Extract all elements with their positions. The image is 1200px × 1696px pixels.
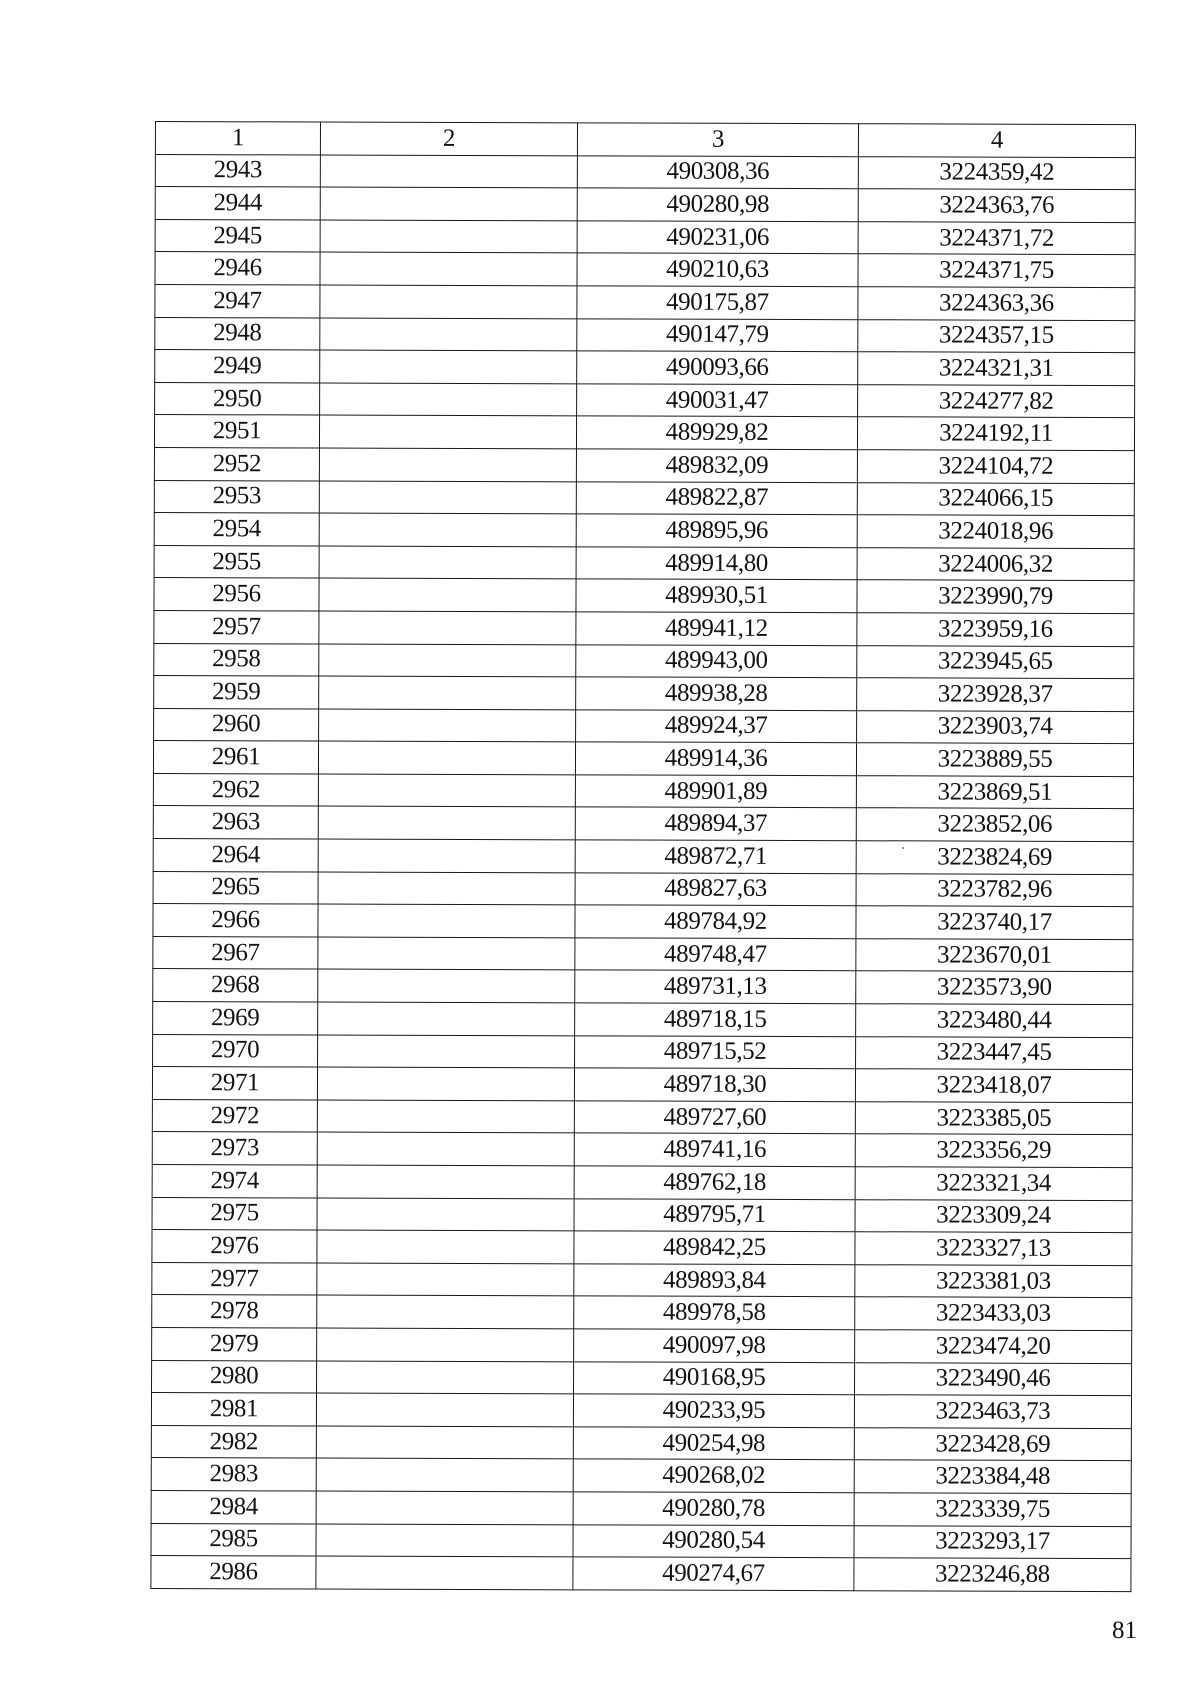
y-coordinate-cell: 3223246,88 — [854, 1558, 1131, 1591]
description-cell — [317, 1328, 574, 1361]
x-coordinate-cell: 489894,37 — [575, 807, 856, 840]
x-coordinate-cell: 489941,12 — [576, 612, 857, 645]
point-number-cell: 2985 — [151, 1523, 316, 1556]
point-number-cell: 2967 — [153, 936, 318, 969]
point-number-cell: 2961 — [153, 741, 318, 774]
description-cell — [316, 1426, 573, 1459]
x-coordinate-cell: 489842,25 — [574, 1231, 855, 1264]
table-row — [151, 1458, 1131, 1494]
y-coordinate-cell: 3224321,31 — [858, 352, 1135, 385]
description-cell — [319, 415, 576, 448]
description-cell — [319, 676, 576, 709]
y-coordinate-cell: 3223339,75 — [854, 1493, 1131, 1526]
description-cell — [317, 1165, 574, 1198]
y-coordinate-cell: 3223447,45 — [856, 1036, 1133, 1069]
description-cell — [318, 872, 575, 905]
point-number-cell: 2973 — [152, 1132, 317, 1165]
point-number-cell: 2976 — [152, 1230, 317, 1263]
description-cell — [320, 285, 577, 318]
table-row — [154, 480, 1134, 516]
point-number-cell: 2964 — [153, 839, 318, 872]
y-coordinate-cell: 3223356,29 — [855, 1134, 1132, 1167]
y-coordinate-cell: 3223824,69 — [856, 841, 1133, 874]
y-coordinate-cell: 3223928,37 — [857, 678, 1134, 711]
x-coordinate-cell: 489929,82 — [576, 416, 857, 449]
table-row — [152, 1099, 1132, 1135]
x-coordinate-cell: 490268,02 — [573, 1459, 854, 1492]
table-body — [151, 154, 1136, 1591]
y-coordinate-cell: 3223670,01 — [856, 939, 1133, 972]
y-coordinate-cell: 3223327,13 — [855, 1232, 1132, 1265]
y-coordinate-cell: 3223903,74 — [857, 710, 1134, 743]
description-cell — [319, 546, 576, 579]
table-row — [155, 187, 1135, 223]
point-number-cell: 2974 — [152, 1164, 317, 1197]
point-number-cell: 2978 — [152, 1295, 317, 1328]
table-row — [153, 969, 1133, 1005]
table-row — [153, 871, 1133, 907]
point-number-cell: 2944 — [155, 187, 320, 220]
description-cell — [318, 969, 575, 1002]
x-coordinate-cell: 489832,09 — [576, 449, 857, 482]
description-cell — [320, 318, 577, 351]
point-number-cell: 2954 — [154, 513, 319, 546]
description-cell — [317, 1100, 574, 1133]
point-number-cell: 2947 — [155, 284, 320, 317]
x-coordinate-cell: 490254,98 — [573, 1427, 854, 1460]
y-coordinate-cell: 3223573,90 — [856, 971, 1133, 1004]
description-cell — [317, 1230, 574, 1263]
x-coordinate-cell: 489901,89 — [575, 775, 856, 808]
point-number-cell: 2946 — [155, 252, 320, 285]
x-coordinate-cell: 489784,92 — [575, 905, 856, 938]
description-cell — [318, 1002, 575, 1035]
y-coordinate-cell: 3223433,03 — [855, 1297, 1132, 1330]
description-cell — [316, 1491, 573, 1524]
x-coordinate-cell: 489930,51 — [576, 579, 857, 612]
y-coordinate-cell: 3223869,51 — [856, 776, 1133, 809]
y-coordinate-cell: 3224363,76 — [858, 189, 1135, 222]
y-coordinate-cell: 3223889,55 — [856, 743, 1133, 776]
x-coordinate-cell: 489914,36 — [575, 742, 856, 775]
y-coordinate-cell: 3224006,32 — [857, 547, 1134, 580]
x-coordinate-cell: 490274,67 — [573, 1557, 854, 1590]
x-coordinate-cell: 489943,00 — [576, 644, 857, 677]
point-number-cell: 2950 — [155, 382, 320, 415]
description-cell — [318, 1035, 575, 1068]
column-header-3: 3 — [577, 123, 858, 156]
y-coordinate-cell: 3223428,69 — [854, 1427, 1131, 1460]
x-coordinate-cell: 490147,79 — [577, 318, 858, 351]
x-coordinate-cell: 490280,78 — [573, 1492, 854, 1525]
y-coordinate-cell: 3223309,24 — [855, 1199, 1132, 1232]
table-row — [151, 1393, 1131, 1429]
point-number-cell: 2980 — [152, 1360, 317, 1393]
table-row — [155, 252, 1135, 288]
column-header-4: 4 — [858, 124, 1135, 157]
table-header — [155, 122, 1135, 158]
y-coordinate-cell: 3223384,48 — [854, 1460, 1131, 1493]
page-number: 81 — [1112, 1617, 1137, 1644]
point-number-cell: 2948 — [155, 317, 320, 350]
table-row — [153, 741, 1133, 777]
point-number-cell: 2986 — [151, 1556, 316, 1589]
x-coordinate-cell: 489895,96 — [576, 514, 857, 547]
table-row — [153, 1002, 1133, 1038]
x-coordinate-cell: 489718,30 — [574, 1068, 855, 1101]
point-number-cell: 2981 — [151, 1393, 316, 1426]
point-number-cell: 2979 — [152, 1327, 317, 1360]
table-row — [152, 1132, 1132, 1168]
x-coordinate-cell: 490231,06 — [577, 221, 858, 254]
x-coordinate-cell: 490308,36 — [577, 155, 858, 188]
y-coordinate-cell: 3224104,72 — [857, 450, 1134, 483]
description-cell — [317, 1263, 574, 1296]
table-row — [155, 382, 1135, 418]
table-row — [155, 317, 1135, 353]
x-coordinate-cell: 489795,71 — [574, 1198, 855, 1231]
column-header-1: 1 — [155, 122, 320, 155]
point-number-cell: 2951 — [154, 415, 319, 448]
table-row — [155, 350, 1135, 386]
scan-speck — [902, 847, 904, 849]
table-row — [152, 1262, 1132, 1298]
y-coordinate-cell: 3224066,15 — [857, 482, 1134, 515]
description-cell — [319, 513, 576, 546]
table-row — [154, 513, 1134, 549]
point-number-cell: 2968 — [153, 969, 318, 1002]
x-coordinate-cell: 489715,52 — [575, 1035, 856, 1068]
description-cell — [318, 806, 575, 839]
point-number-cell: 2959 — [154, 676, 319, 709]
description-cell — [316, 1524, 573, 1557]
description-cell — [320, 350, 577, 383]
table-row — [155, 154, 1135, 190]
y-coordinate-cell: 3223480,44 — [856, 1004, 1133, 1037]
y-coordinate-cell: 3223418,07 — [855, 1069, 1132, 1102]
y-coordinate-cell: 3223463,73 — [854, 1395, 1131, 1428]
description-cell — [317, 1067, 574, 1100]
point-number-cell: 2958 — [154, 643, 319, 676]
description-cell — [319, 644, 576, 677]
x-coordinate-cell: 490093,66 — [577, 351, 858, 384]
point-number-cell: 2977 — [152, 1262, 317, 1295]
y-coordinate-cell: 3224371,75 — [858, 254, 1135, 287]
x-coordinate-cell: 489827,63 — [575, 872, 856, 905]
x-coordinate-cell: 489748,47 — [575, 938, 856, 971]
table-row — [153, 1034, 1133, 1070]
description-cell — [318, 937, 575, 970]
column-header-2: 2 — [320, 122, 577, 155]
x-coordinate-cell: 490280,98 — [577, 188, 858, 221]
table-row — [154, 447, 1134, 483]
description-cell — [320, 220, 577, 253]
x-coordinate-cell: 489762,18 — [574, 1166, 855, 1199]
point-number-cell: 2983 — [151, 1458, 316, 1491]
y-coordinate-cell: 3224363,36 — [858, 287, 1135, 320]
x-coordinate-cell: 489978,58 — [574, 1296, 855, 1329]
y-coordinate-cell: 3223490,46 — [855, 1362, 1132, 1395]
y-coordinate-cell: 3223959,16 — [857, 613, 1134, 646]
y-coordinate-cell: 3223990,79 — [857, 580, 1134, 613]
description-cell — [320, 155, 577, 188]
point-number-cell: 2971 — [152, 1067, 317, 1100]
x-coordinate-cell: 490168,95 — [574, 1361, 855, 1394]
y-coordinate-cell: 3223385,05 — [855, 1102, 1132, 1135]
point-number-cell: 2982 — [151, 1425, 316, 1458]
point-number-cell: 2975 — [152, 1197, 317, 1230]
point-number-cell: 2972 — [152, 1099, 317, 1132]
description-cell — [319, 578, 576, 611]
table-row — [155, 219, 1135, 255]
description-cell — [317, 1132, 574, 1165]
x-coordinate-cell: 490175,87 — [577, 286, 858, 319]
description-cell — [318, 774, 575, 807]
table-row — [152, 1360, 1132, 1396]
description-cell — [319, 481, 576, 514]
point-number-cell: 2970 — [153, 1034, 318, 1067]
table-row — [154, 415, 1134, 451]
y-coordinate-cell: 3224371,72 — [858, 221, 1135, 254]
point-number-cell: 2945 — [155, 219, 320, 252]
x-coordinate-cell: 489741,16 — [574, 1133, 855, 1166]
y-coordinate-cell: 3224018,96 — [857, 515, 1134, 548]
x-coordinate-cell: 489893,84 — [574, 1264, 855, 1297]
description-cell — [317, 1361, 574, 1394]
y-coordinate-cell: 3224357,15 — [858, 319, 1135, 352]
x-coordinate-cell: 489822,87 — [576, 481, 857, 514]
table-row — [152, 1164, 1132, 1200]
point-number-cell: 2966 — [153, 904, 318, 937]
x-coordinate-cell: 489938,28 — [576, 677, 857, 710]
point-number-cell: 2953 — [154, 480, 319, 513]
table-row — [154, 643, 1134, 679]
x-coordinate-cell: 490210,63 — [577, 253, 858, 286]
table-row — [152, 1067, 1132, 1103]
header-row — [155, 122, 1135, 158]
point-number-cell: 2949 — [155, 350, 320, 383]
y-coordinate-cell: 3223474,20 — [855, 1330, 1132, 1363]
description-cell — [317, 1198, 574, 1231]
y-coordinate-cell: 3223740,17 — [856, 906, 1133, 939]
table-row — [151, 1425, 1131, 1461]
description-cell — [316, 1556, 573, 1589]
point-number-cell: 2960 — [154, 708, 319, 741]
table-row — [151, 1556, 1131, 1592]
table-row — [154, 545, 1134, 581]
x-coordinate-cell: 489924,37 — [576, 710, 857, 743]
table-row — [151, 1490, 1131, 1526]
point-number-cell: 2969 — [153, 1002, 318, 1035]
x-coordinate-cell: 489872,71 — [575, 840, 856, 873]
point-number-cell: 2955 — [154, 545, 319, 578]
point-number-cell: 2963 — [153, 806, 318, 839]
description-cell — [319, 709, 576, 742]
point-number-cell: 2952 — [154, 447, 319, 480]
x-coordinate-cell: 489914,80 — [576, 547, 857, 580]
table-row — [152, 1230, 1132, 1266]
table-row — [153, 936, 1133, 972]
description-cell — [317, 1295, 574, 1328]
x-coordinate-cell: 489727,60 — [574, 1101, 855, 1134]
table-row — [153, 806, 1133, 842]
point-number-cell: 2962 — [153, 773, 318, 806]
point-number-cell: 2965 — [153, 871, 318, 904]
point-number-cell: 2943 — [155, 154, 320, 187]
table-row — [153, 773, 1133, 809]
description-cell — [320, 383, 577, 416]
x-coordinate-cell: 490233,95 — [573, 1394, 854, 1427]
description-cell — [316, 1458, 573, 1491]
description-cell — [318, 839, 575, 872]
y-coordinate-cell: 3223293,17 — [854, 1525, 1131, 1558]
table-row — [155, 284, 1135, 320]
description-cell — [319, 611, 576, 644]
table-row — [154, 676, 1134, 712]
point-number-cell: 2956 — [154, 578, 319, 611]
table-row — [153, 904, 1133, 940]
y-coordinate-cell: 3223945,65 — [857, 645, 1134, 678]
description-cell — [318, 904, 575, 937]
description-cell — [316, 1393, 573, 1426]
x-coordinate-cell: 489731,13 — [575, 970, 856, 1003]
y-coordinate-cell: 3223852,06 — [856, 808, 1133, 841]
y-coordinate-cell: 3224277,82 — [858, 384, 1135, 417]
coordinates-table — [150, 121, 1136, 1592]
table-row — [154, 708, 1134, 744]
table-row — [152, 1295, 1132, 1331]
x-coordinate-cell: 490280,54 — [573, 1524, 854, 1557]
x-coordinate-cell: 490031,47 — [577, 384, 858, 417]
table-row — [154, 610, 1134, 646]
point-number-cell: 2984 — [151, 1490, 316, 1523]
description-cell — [320, 187, 577, 220]
table-row — [153, 839, 1133, 875]
table-row — [152, 1197, 1132, 1233]
y-coordinate-cell: 3223381,03 — [855, 1264, 1132, 1297]
y-coordinate-cell: 3223782,96 — [856, 873, 1133, 906]
table-row — [154, 578, 1134, 614]
y-coordinate-cell: 3223321,34 — [855, 1167, 1132, 1200]
point-number-cell: 2957 — [154, 610, 319, 643]
y-coordinate-cell: 3224359,42 — [858, 156, 1135, 189]
table-row — [151, 1523, 1131, 1559]
x-coordinate-cell: 489718,15 — [575, 1003, 856, 1036]
y-coordinate-cell: 3224192,11 — [857, 417, 1134, 450]
x-coordinate-cell: 490097,98 — [574, 1329, 855, 1362]
description-cell — [320, 252, 577, 285]
description-cell — [318, 741, 575, 774]
table-row — [152, 1327, 1132, 1363]
description-cell — [319, 448, 576, 481]
